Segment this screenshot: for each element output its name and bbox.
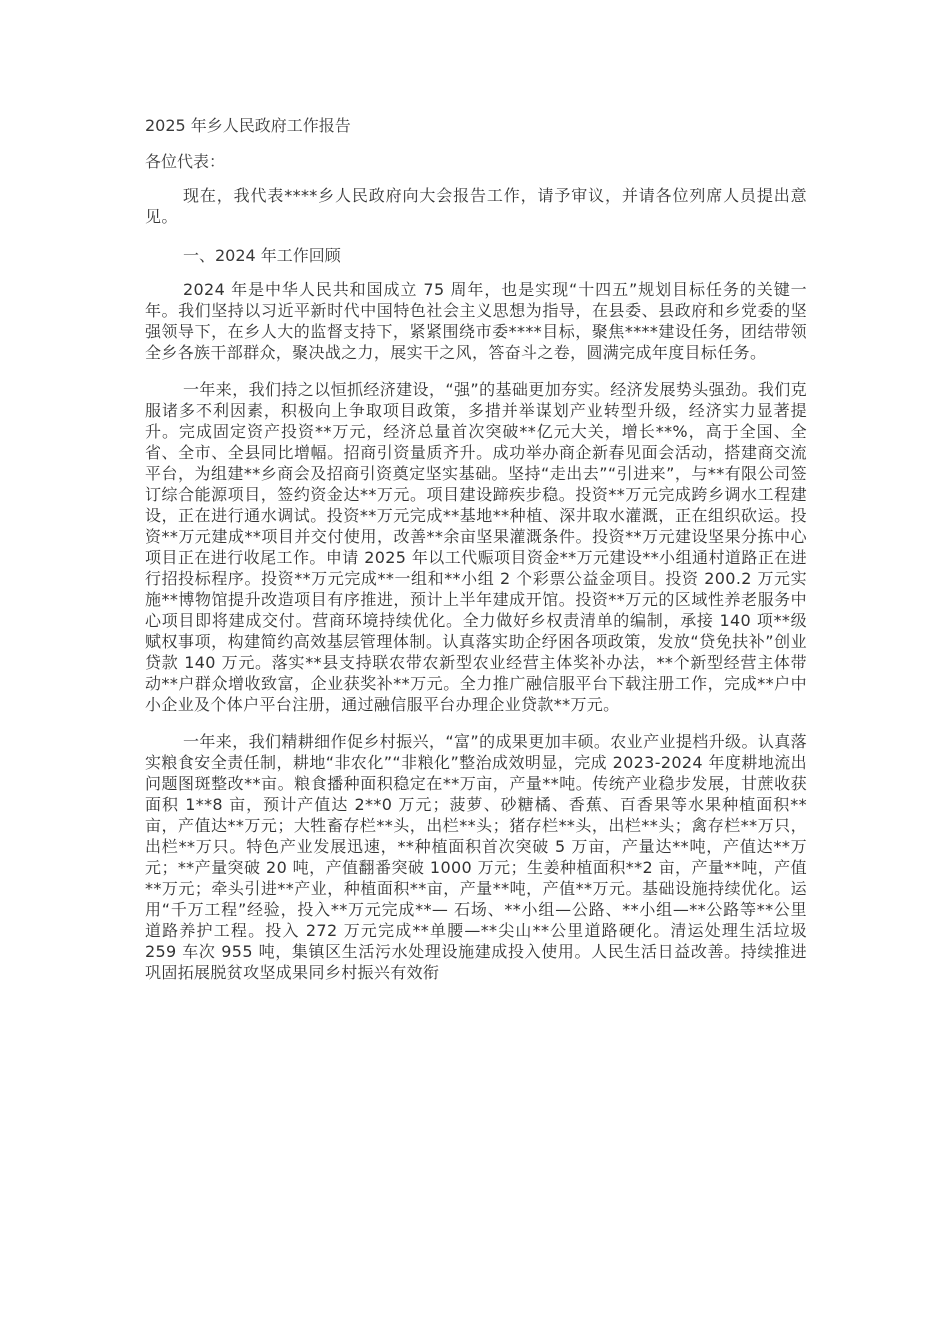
paragraph-overview: 2024 年是中华人民共和国成立 75 周年，也是实现“十四五”规划目标任务的关键一年。我们坚持以习近平新时代中国特色社会主义思想为指导，在县委、县政府和乡党委的坚强领导下，在乡人大的监督支持下，紧紧围绕市委****目标，聚焦****建设任务，团结带领全乡各族干部群众，聚决战之力，展实干之风，答奋斗之卷，圆满完成年度目标任务。 xyxy=(145,280,807,362)
intro-paragraph: 现在，我代表****乡人民政府向大会报告工作，请予审议，并请各位列席人员提出意见。 xyxy=(145,186,807,226)
salutation: 各位代表： xyxy=(145,152,226,171)
paragraph-rural-revitalization: 一年来，我们精耕细作促乡村振兴，“富”的成果更加丰硕。农业产业提档升级。认真落实粮食安全责任制，耕地“非农化”“非粮化”整治成效明显，完成 2023-2024 年度耕地流出问题图斑整改**亩。粮食播种面积稳定在**万亩，产量**吨。传统产业稳步发展，甘蔗收获面积 1**8 亩，预计产值达 2**0 万元；菠萝、砂糖橘、香蕉、百香果等水果种植面积**亩，产值达**万元；大牲畜存栏**头，出栏**头；猪存栏**头，出栏**头；禽存栏**万只，出栏**万只。特色产业发展迅速，**种植面积首次突破 5 万亩，产量达**吨，产值达**万元；**产量突破 20 吨，产值翻番突破 1000 万元；生姜种植面积**2 亩，产量**吨，产值**万元；牵头引进**产业，种植面积**亩，产量**吨，产值**万元。基础设施持续优化。运用“千万工程”经验，投入**万元完成**— 石场、**小组—公路、**小组—**公路等**公里道路养护工程。投入 272 万元完成**单腰—**尖山**公里道路硬化。清运处理生活垃圾 259 车次 955 吨，集镇区生活污水处理设施建成投入使用。人民生活日益改善。持续推进巩固拓展脱贫攻坚成果同乡村振兴有效衔 xyxy=(145,732,807,982)
document-title: 2025 年乡人民政府工作报告 xyxy=(145,116,351,135)
section-heading: 一、2024 年工作回顾 xyxy=(183,246,341,265)
paragraph-economy: 一年来，我们持之以恒抓经济建设，“强”的基础更加夯实。经济发展势头强劲。我们克服诸多不利因素，积极向上争取项目政策，多措并举谋划产业转型升级，经济实力显著提升。完成固定资产投资**万元，经济总量首次突破**亿元大关，增长**%，高于全国、全省、全市、全县同比增幅。招商引资量质齐升。成功举办商企新春见面会活动，搭建商交流平台，为组建**乡商会及招商引资奠定坚实基础。坚持“走出去”“引进来”，与**有限公司签订综合能源项目，签约资金达**万元。项目建设蹄疾步稳。投资**万元完成跨乡调水工程建设，正在进行通水调试。投资**万元完成**基地**种植、深井取水灌溉，正在组织砍运。投资**万元建成**项目并交付使用，改善**余亩坚果灌溉条件。投资**万元建设坚果分拣中心项目正在进行收尾工作。申请 2025 年以工代赈项目资金**万元建设**小组通村道路正在进行招投标程序。投资**万元完成**一组和**小组 2 个彩票公益金项目。投资 200.2 万元实施**博物馆提升改造项目有序推进，预计上半年建成开馆。投资**万元的区域性养老服务中心项目即将建成交付。营商环境持续优化。全力做好乡权责清单的编制，承接 140 项**级赋权事项，构建简约高效基层管理体制。认真落实助企纾困各项政策，发放“贷免扶补”创业贷款 140 万元。落实**县支持联农带农新型农业经营主体奖补办法，**个新型经营主体带动**户群众增收致富，企业获奖补**万元。全力推广融信服平台下载注册工作，完成**户中小企业及个体户平台注册，通过融信服平台办理企业贷款**万元。 xyxy=(145,380,807,714)
document-body xyxy=(145,113,807,999)
